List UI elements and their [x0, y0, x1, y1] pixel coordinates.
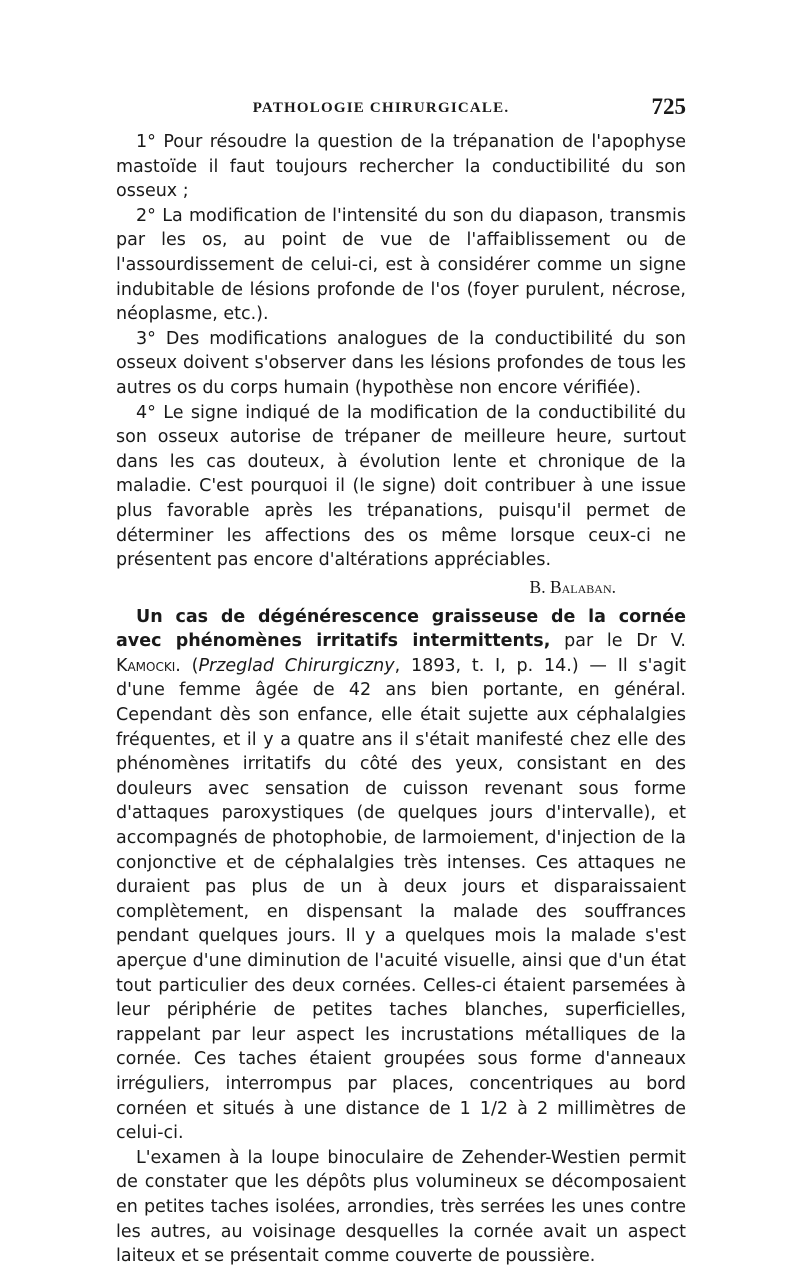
article-author: Kamocki	[116, 655, 176, 676]
article-citation: , 1893, t. I, p. 14.) —	[394, 655, 618, 676]
conclusion-3: 3° Des modifications analogues de la conductibilité du son osseux doivent s'observer dans les lésions profondes de tous les autres os du corps humain (hypothèse non encore vérifiée).	[116, 328, 686, 398]
conclusion-2: 2° La modification de l'intensité du son du diapason, transmis par les os, au point de vue de l'affaiblissement ou de l'assourdissement de celui-ci, est à considérer comme un signe indubitable de lésions profonde de l'os (foyer purulent, nécrose, néoplasme, etc.).	[116, 205, 686, 325]
article-paragraph-1	[116, 605, 686, 1146]
running-head: PATHOLOGIE CHIRURGICALE.	[252, 100, 510, 116]
main-text	[116, 130, 686, 573]
article	[116, 605, 686, 1269]
article-source-open: . (	[175, 655, 199, 676]
page-header	[116, 96, 686, 130]
book-page	[116, 96, 686, 1269]
article-title: Un cas de dégénérescence graisseuse de la cornée avec phénomènes irritatifs intermittents,	[116, 606, 686, 652]
page-number: 725	[651, 94, 686, 119]
article-paragraph-2: L'examen à la loupe binoculaire de Zehender-Westien permit de constater que les dépôts plus volumineux se décomposaient en petites taches isolées, arrondies, très serrées les unes contre les autres, au voisinage desquelles la cornée avait un aspect laiteux et se présentait comme couverte de poussière.	[116, 1147, 686, 1267]
author-signature: B. Balaban.	[529, 576, 616, 597]
journal-name: Przeglad Chirurgiczny	[198, 655, 395, 676]
article-byline: par le Dr V.	[550, 631, 686, 652]
conclusion-1: 1° Pour résoudre la question de la trépanation de l'apophyse mastoïde il faut toujours rechercher la conductibilité du son osseux ;	[116, 132, 686, 202]
conclusion-4: 4° Le signe indiqué de la modification de la conductibilité du son osseux autorise de trépaner de meilleure heure, surtout dans les cas douteux, à évolution lente et chronique de la maladie. C'est pourquoi il (le signe) doit contribuer à une issue plus favorable après les trépanations, puisqu'il permet de déterminer les affections des os même lorsque ceux-ci ne présentent pas encore d'altérations appréciables.	[116, 402, 686, 571]
article-body-1: Il s'agit d'une femme âgée de 42 ans bien portante, en général. Cependant dès son enfance, elle était sujette aux céphalalgies fréquentes, et il y a quatre ans il s'était manifesté chez elle des phénomènes irritatifs du côté des yeux, consistant en des douleurs avec sensation de cuisson revenant sous forme d'attaques paroxystiques (de quelques jours d'intervalle), et accompagnés de photophobie, de larmoiement, d'injection de la conjonctive et de céphalalgies très intenses. Ces attaques ne duraient pas plus de un à deux jours et disparaissaient complètement, en dispensant la malade des souffrances pendant quelques jours. Il y a quelques mois la malade s'est aperçue d'une diminution de l'acuité visuelle, ainsi que d'un état tout particulier des deux cornées. Celles-ci étaient parsemées à leur périphérie de petites taches blanches, superficielles, rappelant par leur aspect les incrustations métalliques de la cornée. Ces taches étaient groupées sous forme d'anneaux irréguliers, interrompus par places, concentriques au bord cornéen et situés à une distance de 1 1/2 à 2 millimètres de celui-ci.	[116, 655, 686, 1144]
